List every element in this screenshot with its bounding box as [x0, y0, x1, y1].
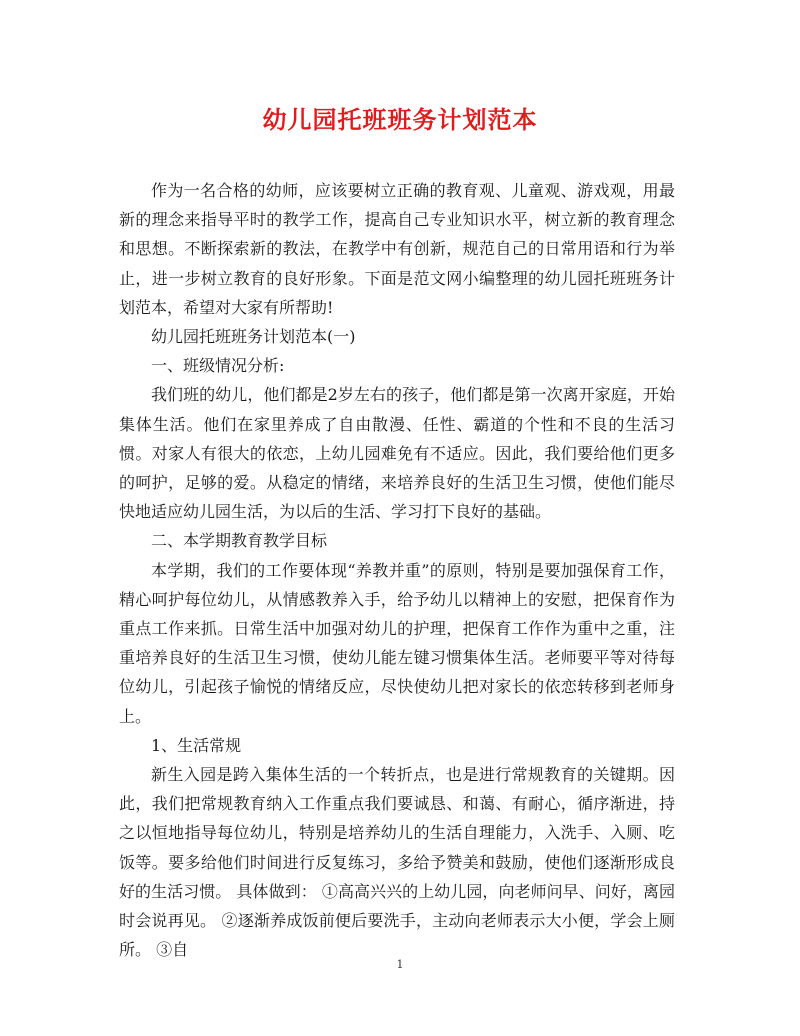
- heading-daily-routine: 1、生活常规: [151, 735, 242, 755]
- heading-class-analysis: 一、班级情况分析:: [151, 356, 285, 376]
- paragraph-semester-goals: 本学期，我们的工作要体现“养教并重”的原则，特别是要加强保育工作，精心呵护每位幼儿，从情感教养入手，给予幼儿以精神上的安慰，把保育作为重点工作来抓。日常生活中加强对幼儿的护理，把保育工作作为重中之重，注重培养良好的生活卫生习惯，使幼儿能左键习惯集体生活。老师要平等对待每位幼儿，引起孩子愉悦的情绪反应，尽快使幼儿把对家长的依恋转移到老师身上。: [119, 560, 675, 726]
- document-body: [119, 176, 675, 964]
- paragraph-daily-routine: 新生入园是跨入集体生活的一个转折点，也是进行常规教育的关键期。因此，我们把常规教育纳入工作重点我们要诚恳、和蔼、有耐心，循序渐进，持之以恒地指导每位幼儿，特别是培养幼儿的生活自理能力，入洗手、入厕、吃饭等。要多给他们时间进行反复练习，多给予赞美和鼓励，使他们逐渐形成良好的生活习惯。 具体做到： ①高高兴兴的上幼儿园，向老师问早、问好，离园时会说再见。 ②逐渐养成饭前便后要洗手，主动向老师表示大小便，学会上厕所。 ③自: [119, 765, 675, 960]
- paragraph-class-analysis: 我们班的幼儿，他们都是2岁左右的孩子，他们都是第一次离开家庭，开始集体生活。他们在家里养成了自由散漫、任性、霸道的个性和不良的生活习惯。对家人有很大的依恋，上幼儿园难免有不适应。因此，我们要给他们更多的呵护，足够的爱。从稳定的情绪，来培养良好的生活卫生习惯，使他们能尽快地适应幼儿园生活，为以后的生活、学习打下良好的基础。: [119, 385, 675, 522]
- intro-paragraph: 作为一名合格的幼师，应该要树立正确的教育观、儿童观、游戏观，用最新的理念来指导平时的教学工作，提高自己专业知识水平，树立新的教育理念和思想。不断探索新的教法，在教学中有创新，规范自己的日常用语和行为举止，进一步树立教育的良好形象。下面是范文网小编整理的幼儿园托班班务计划范本，希望对大家有所帮助!: [119, 181, 675, 317]
- heading-semester-goals: 二、本学期教育教学目标: [151, 531, 328, 551]
- page-number: 1: [396, 958, 404, 971]
- section-title-plan-one: 幼儿园托班班务计划范本(一): [151, 327, 356, 347]
- document-title: 幼儿园托班班务计划范本: [262, 105, 538, 134]
